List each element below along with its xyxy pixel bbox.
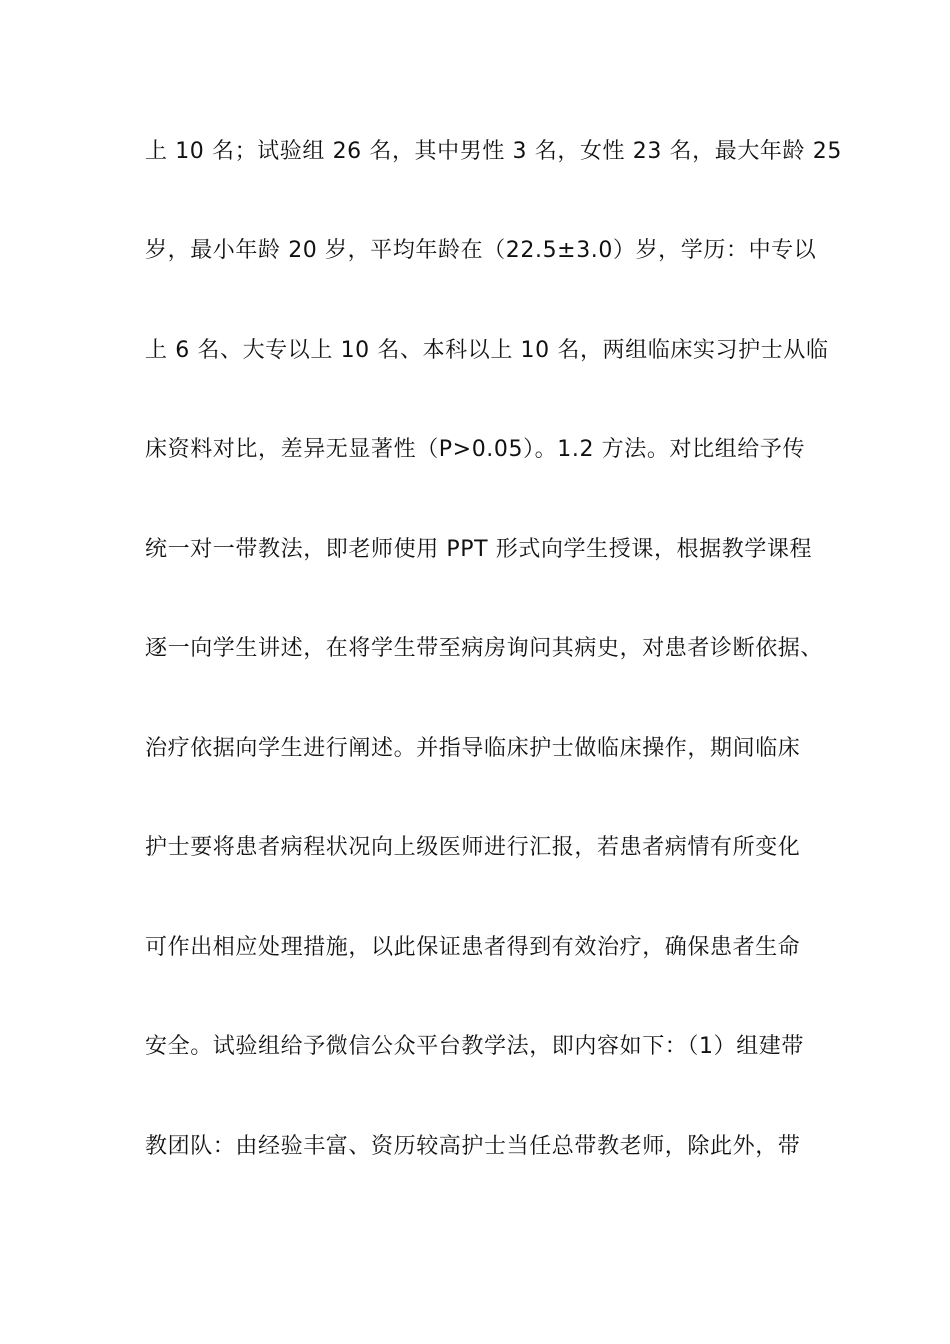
text-line: 安全。试验组给予微信公众平台教学法，即内容如下：（1）组建带 — [145, 1034, 804, 1059]
text-line: 可作出相应处理措施，以此保证患者得到有效治疗，确保患者生命 — [145, 935, 801, 960]
text-line: 岁，最小年龄 20 岁，平均年龄在（22.5±3.0）岁，学历：中专以 — [145, 238, 817, 263]
text-line: 教团队：由经验丰富、资历较高护士当任总带教老师，除此外，带 — [145, 1134, 801, 1159]
text-line: 治疗依据向学生进行阐述。并指导临床护士做临床操作，期间临床 — [145, 736, 801, 761]
text-line: 统一对一带教法，即老师使用 PPT 形式向学生授课，根据教学课程 — [145, 537, 813, 562]
text-line: 上 6 名、大专以上 10 名、本科以上 10 名，两组临床实习护士从临 — [145, 338, 829, 363]
text-line: 上 10 名；试验组 26 名，其中男性 3 名，女性 23 名，最大年龄 25 — [145, 139, 842, 164]
text-line: 床资料对比，差异无显著性（P>0.05）。1.2 方法。对比组给予传 — [145, 437, 806, 462]
text-line: 护士要将患者病程状况向上级医师进行汇报，若患者病情有所变化 — [145, 835, 801, 860]
text-line: 逐一向学生讲述，在将学生带至病房询问其病史，对患者诊断依据、 — [145, 636, 824, 661]
